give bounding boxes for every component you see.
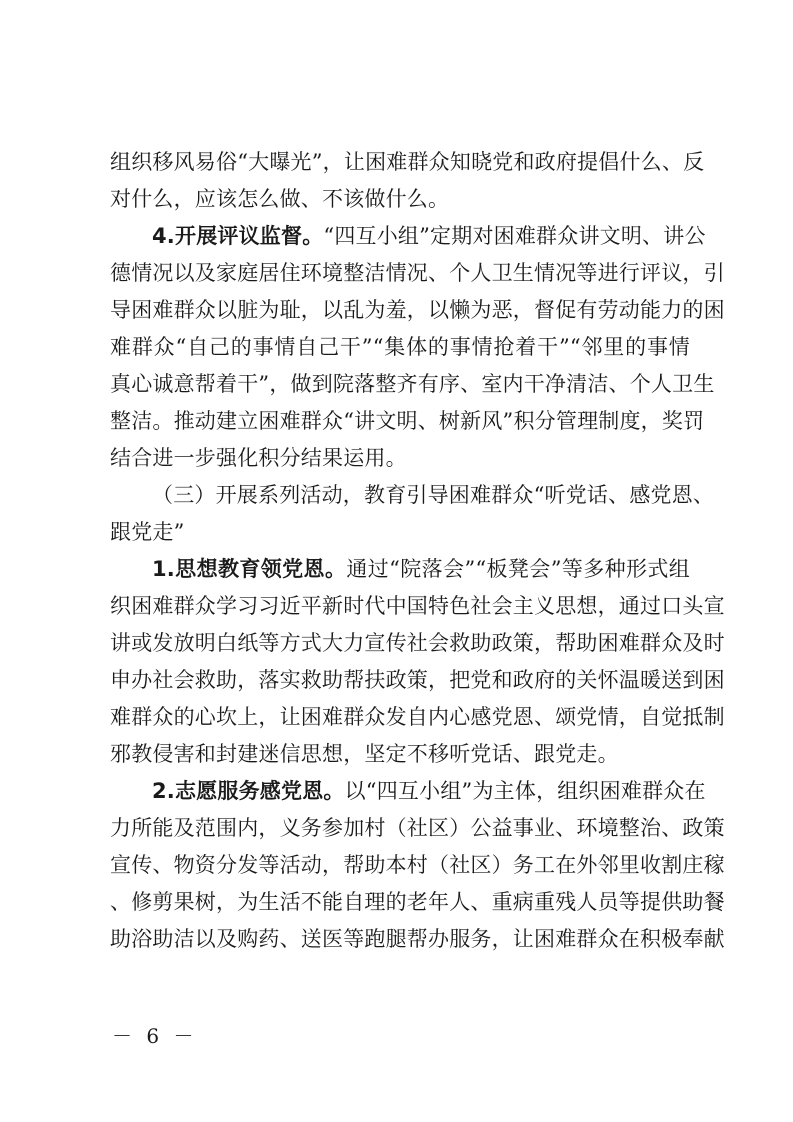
text-line: 、修剪果树，为生活不能自理的老年人、重病重残人员等提供助餐	[110, 890, 725, 914]
text-line: 讲或发放明白纸等方式大力宣传社会救助政策，帮助困难群众及时	[110, 631, 725, 655]
paragraph-1-first-line	[110, 551, 690, 588]
paragraph-4-text: “四互小组”定期对困难群众讲文明、讲公	[323, 224, 706, 248]
paragraph-2-first-line	[110, 773, 706, 810]
paragraph-4-first-line	[110, 218, 706, 255]
text-line: 助浴助洁以及购药、送医等跑腿帮办服务，让困难群众在积极奉献	[110, 927, 725, 951]
paragraph-1-text: 通过“院落会”“板凳会”等多种形式组	[346, 557, 690, 581]
section-heading: （三）开展系列活动，教育引导困难群众“听党话、感党恩、	[152, 483, 715, 507]
text-line: 对什么，应该怎么做、不该做什么。	[110, 187, 450, 211]
text-line: 导困难群众以脏为耻，以乱为羞，以懒为恶，督促有劳动能力的困	[110, 298, 725, 322]
page-number: － 6 －	[112, 1024, 198, 1048]
text-line: 难群众“自己的事情自己干”“集体的事情抢着干”“邻里的事情	[110, 335, 690, 359]
text-line: 申办社会救助，落实救助帮扶政策，把党和政府的关怀温暖送到困	[110, 668, 725, 692]
text-line: 组织移风易俗“大曝光”，让困难群众知晓党和政府提倡什么、反	[110, 150, 705, 174]
paragraph-1-heading: 1.思想教育领党恩。	[152, 557, 347, 581]
text-line: 织困难群众学习习近平新时代中国特色社会主义思想，通过口头宣	[110, 594, 725, 618]
paragraph-2-text: 以“四互小组”为主体，组织困难群众在	[344, 779, 706, 803]
text-line: 结合进一步强化积分结果运用。	[110, 446, 407, 470]
paragraph-2-heading: 2.志愿服务感党恩。	[152, 779, 345, 803]
text-line: 邪教侵害和封建迷信思想，坚定不移听党话、跟党走。	[110, 742, 619, 766]
paragraph-4-heading: 4.开展评议监督。	[152, 224, 324, 248]
text-line: 难群众的心坎上，让困难群众发自内心感党恩、颂党情，自觉抵制	[110, 705, 725, 729]
text-line: 力所能及范围内，义务参加村（社区）公益事业、环境整治、政策	[110, 816, 725, 840]
text-line: 宣传、物资分发等活动，帮助本村（社区）务工在外邻里收割庄稼	[110, 853, 725, 877]
text-line: 真心诚意帮着干”，做到院落整齐有序、室内干净清洁、个人卫生	[110, 372, 715, 396]
body-text	[110, 144, 725, 958]
text-line: 整洁。推动建立困难群众“讲文明、树新风”积分管理制度，奖罚	[110, 409, 705, 433]
section-heading-continued: 跟党走”	[110, 520, 185, 544]
text-line: 德情况以及家庭居住环境整洁情况、个人卫生情况等进行评议，引	[110, 261, 725, 285]
